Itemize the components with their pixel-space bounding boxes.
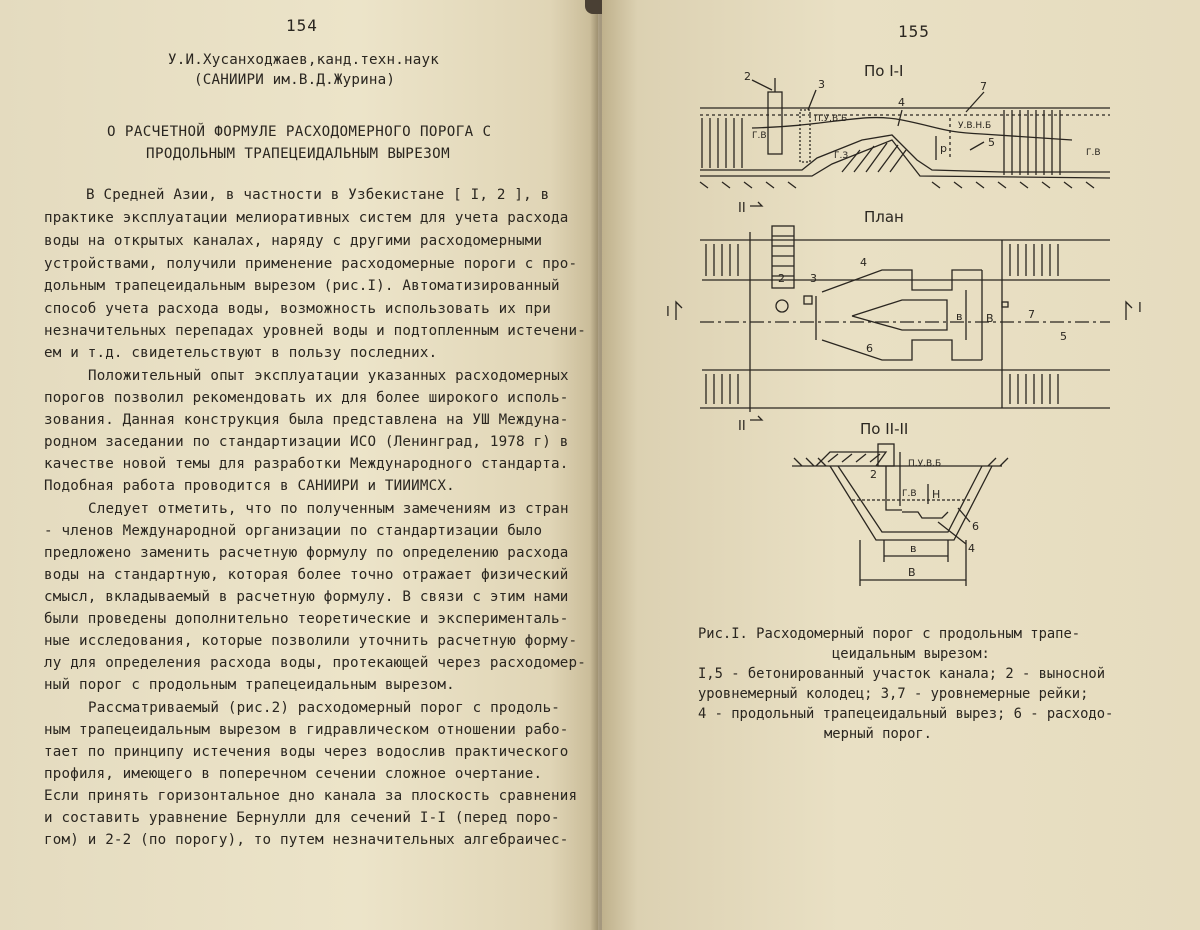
author-affiliation: (САНИИРИ им.В.Д.Журина) xyxy=(194,72,396,88)
xs-channel-inner xyxy=(838,466,982,532)
body-line: качестве новой темы для разработки Международного стандарта. xyxy=(44,456,569,472)
label-4-top: 4 xyxy=(898,96,905,109)
leader-7 xyxy=(966,92,984,112)
label-gz: Г.З xyxy=(834,151,849,161)
label-p: p xyxy=(940,142,947,155)
label-3-plan: 3 xyxy=(810,272,817,285)
body-line: смысл, вкладываемый в расчетную формулу. В связи с этим нами xyxy=(44,589,569,605)
plan-gauge-3 xyxy=(804,296,812,304)
label-gv-xs: Г.В xyxy=(902,489,917,499)
label-2-top: 2 xyxy=(744,70,751,83)
label-3-top: 3 xyxy=(818,78,825,91)
xs-channel-outer xyxy=(830,466,992,540)
label-puvb-xs: П.У.В.Б xyxy=(908,459,942,469)
body-line: порогов позволил рекомендовать их для более широкого исполь- xyxy=(44,390,569,406)
article-title-line-2: ПРОДОЛЬНЫМ ТРАПЕЦЕИДАЛЬНЫМ ВЫРЕЗОМ xyxy=(146,146,451,162)
body-line: профиля, имеющего в поперечном сечении сложное очертание. xyxy=(44,766,543,782)
label-7-top: 7 xyxy=(980,80,987,93)
body-line: практике эксплуатации мелиоративных систем для учета расхода xyxy=(44,210,569,226)
label-b-plan: в xyxy=(956,310,963,323)
label-5-plan: 5 xyxy=(1060,330,1067,343)
body-line: В Средней Азии, в частности в Узбекистане [ I, 2 ], в xyxy=(86,187,550,203)
body-line: и составить уравнение Бернулли для сечений I-I (перед поро- xyxy=(44,810,560,826)
plan-hatch-left-top xyxy=(706,244,738,276)
figure-caption-line: Рис.I. Расходомерный порог с продольным трапе- xyxy=(698,626,1081,642)
figure-caption-line: цеидальным вырезом: xyxy=(832,646,990,662)
cut-I-right: I xyxy=(1138,301,1142,316)
label-6-plan: 6 xyxy=(866,342,873,355)
body-line: воды на стандартную, которая более точно отражает физический xyxy=(44,567,569,583)
page-number-left: 154 xyxy=(286,16,318,35)
cut-I-left: I xyxy=(666,305,670,320)
body-line: зования. Данная конструкция была представлена на УШ Междуна- xyxy=(44,412,569,428)
label-2-xs: 2 xyxy=(870,468,877,481)
page-number-right: 155 xyxy=(898,22,930,41)
plan-sill-upper xyxy=(822,270,982,292)
body-line: ем и т.д. свидетельствуют в пользу последних. xyxy=(44,345,438,361)
body-line: устройствами, получили применение расходомерные пороги с про- xyxy=(44,256,578,272)
body-line: тает по принципу истечения воды через водослив практического xyxy=(44,744,569,760)
body-line: Рассматриваемый (рис.2) расходомерный порог с продоль- xyxy=(88,700,561,716)
label-7-plan: 7 xyxy=(1028,308,1035,321)
cut-arrows-II xyxy=(750,202,762,420)
label-B-plan: В xyxy=(986,312,994,325)
label-B-xs: В xyxy=(908,566,916,579)
body-line: ным трапецеидальным вырезом в гидравлическом отношении рабо- xyxy=(44,722,569,738)
upstream-lining xyxy=(702,118,742,168)
body-line: Подобная работа проводится в САНИИРИ и ТИИИМСХ. xyxy=(44,478,455,494)
xs-well-hatch xyxy=(828,454,880,462)
body-line: Если принять горизонтальное дно канала за плоскость сравнения xyxy=(44,788,578,804)
body-line: ный порог с продольным трапецеидальным вырезом. xyxy=(44,677,455,693)
article-title-line-1: О РАСЧЕТНОЙ ФОРМУЛЕ РАСХОДОМЕРНОГО ПОРОГА С xyxy=(107,124,492,140)
plan-hatch-right-top xyxy=(1010,244,1058,276)
label-6-xs: 6 xyxy=(972,520,979,533)
label-2-plan: 2 xyxy=(778,272,785,285)
body-line: незначительных перепадах уровней воды и подтопленным истечени- xyxy=(44,323,586,339)
label-5-top: 5 xyxy=(988,136,995,149)
figure-drawing xyxy=(602,0,1200,610)
downstream-lining xyxy=(1004,110,1060,175)
body-line: были проведены дополнительно теоретические и эксперименталь- xyxy=(44,611,569,627)
label-4-xs: 4 xyxy=(968,542,975,555)
figure-caption-line: уровнемерный колодец; 3,7 - уровнемерные рейки; xyxy=(698,686,1089,702)
body-line: гом) и 2-2 (по порогу), то путем незначительных алгебраичес- xyxy=(44,832,569,848)
plan-gauge-7 xyxy=(1002,302,1008,307)
label-gv-right: Г.В xyxy=(1086,148,1101,158)
body-line: Положительный опыт эксплуатации указанных расходомерных xyxy=(88,368,569,384)
plan-trapezoid-cut xyxy=(852,300,947,330)
plan-hatch-right-bottom xyxy=(1010,374,1058,404)
right-page xyxy=(602,0,1200,930)
plan-hatch-left-bottom xyxy=(706,374,738,404)
section-label-plan: План xyxy=(864,208,904,226)
body-line: Следует отметить, что по полученным замечениям из стран xyxy=(88,501,569,517)
cut-arrows-I xyxy=(676,302,1132,320)
label-H-xs: Н xyxy=(932,488,941,501)
body-line: способ учета расхода воды, возможность использовать их при xyxy=(44,301,552,317)
left-page xyxy=(0,0,598,930)
staff-gauge-3 xyxy=(800,110,810,162)
cut-II-bottom: II xyxy=(738,419,746,434)
body-line: ные исследования, которые позволили уточнить расчетную форму- xyxy=(44,633,578,649)
figure-caption-line: мерный порог. xyxy=(824,726,932,742)
body-line: родном заседании по стандартизации ИСО (Ленинград, 1978 г) в xyxy=(44,434,569,450)
cut-II-top: II xyxy=(738,201,746,216)
plan-well-rungs xyxy=(772,236,794,276)
figure-caption-line: I,5 - бетонированный участок канала; 2 - выносной xyxy=(698,666,1106,682)
body-line: лу для определения расхода воды, протекающей через расходомер- xyxy=(44,655,586,671)
figure-caption-line: 4 - продольный трапецеидальный вырез; 6 - расходо- xyxy=(698,706,1114,722)
body-line: - членов Международной организации по стандартизации было xyxy=(44,523,543,539)
xs-cut-4 xyxy=(902,512,948,518)
body-line: дольным трапецеидальным вырезом (рис.I). Автоматизированный xyxy=(44,278,560,294)
label-b-xs: в xyxy=(910,542,917,555)
ground-hatch xyxy=(700,182,1094,188)
leader-3 xyxy=(808,90,816,110)
body-line: воды на открытых каналах, наряду с другими расходомерными xyxy=(44,233,543,249)
label-uvnb: У.В.Н.Б xyxy=(958,121,992,131)
author-name: У.И.Хусанходжаев,канд.техн.наук xyxy=(168,52,439,68)
leader-5 xyxy=(970,142,984,150)
leader-4 xyxy=(898,110,902,126)
plan-sill-lower xyxy=(822,340,982,360)
body-line: предложено заменить расчетную формулу по определению расхода xyxy=(44,545,569,561)
gauge-well xyxy=(768,92,782,154)
label-gv-left: Г.В xyxy=(752,131,767,141)
label-puvb-top: П.У.В.Б xyxy=(814,114,848,124)
label-4-plan: 4 xyxy=(860,256,867,269)
leader-2 xyxy=(752,80,772,90)
plan-well-intake xyxy=(776,300,788,312)
xs-well-2 xyxy=(878,444,894,466)
section-label-bottom: По II-II xyxy=(860,420,909,438)
section-label-top: По I-I xyxy=(864,62,904,80)
xs-ground-hatch xyxy=(794,458,1008,466)
